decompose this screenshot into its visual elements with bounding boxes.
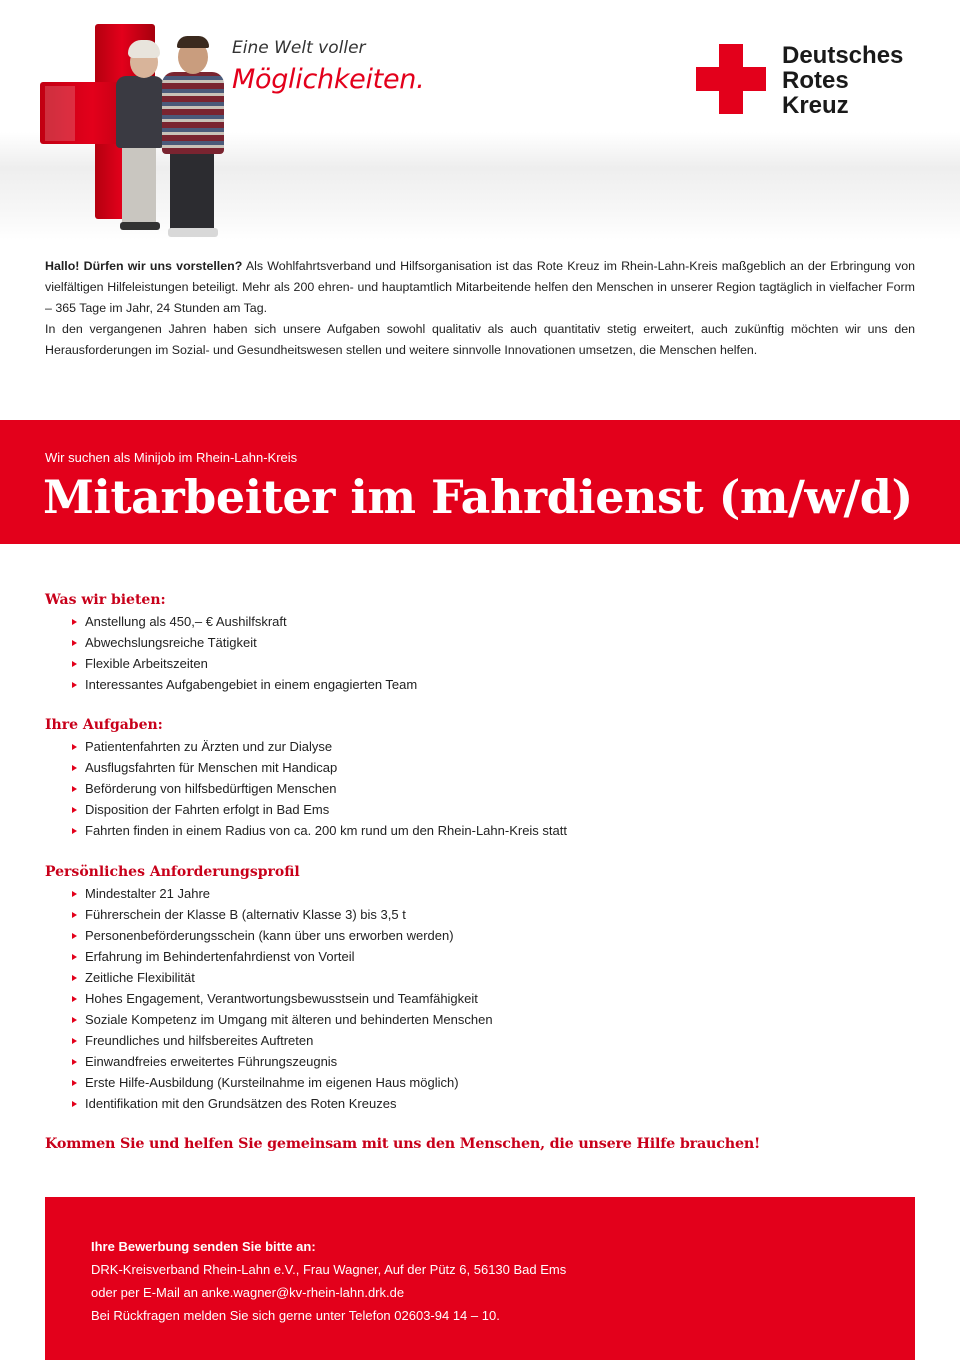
bullet-list xyxy=(45,736,915,841)
intro-paragraph-1 xyxy=(45,256,915,319)
person-woman-legs xyxy=(122,146,156,224)
list-item: Abwechslungsreiche Tätigkeit xyxy=(85,632,915,653)
list-item: Freundliches und hilfsbereites Auftreten xyxy=(85,1030,915,1051)
banner-pretitle: Wir suchen als Minijob im Rhein-Lahn-Kreis xyxy=(45,450,298,465)
list-item: Fahrten finden in einem Radius von ca. 200 km rund um den Rhein-Lahn-Kreis statt xyxy=(85,820,915,841)
person-woman-shoes xyxy=(120,222,160,230)
list-item: Ausflugsfahrten für Menschen mit Handicap xyxy=(85,757,915,778)
list-item: Führerschein der Klasse B (alternativ Klasse 3) bis 3,5 t xyxy=(85,904,915,925)
list-item: Patientenfahrten zu Ärzten und zur Dialyse xyxy=(85,736,915,757)
list-item: Erste Hilfe-Ausbildung (Kursteilnahme im eigenen Haus möglich) xyxy=(85,1072,915,1093)
list-item: Hohes Engagement, Verantwortungsbewusstsein und Teamfähigkeit xyxy=(85,988,915,1009)
red-cross-logo-icon xyxy=(696,44,766,114)
intro-text-1: Als Wohlfahrtsverband und Hilfsorganisation ist das Rote Kreuz im Rhein-Lahn-Kreis maßgeblich an der Erbringung von vielfältigen Hilfeleistungen beteiligt. Mehr als 200 ehren- und hauptamtlich Mitarbeitende helfen den Menschen in unserer Region tagtäglich in vielfacher Form – 365 Tage im Jahr, 24 Stunden am Tag. xyxy=(45,259,915,315)
contact-email[interactable]: oder per E-Mail an anke.wagner@kv-rhein-lahn.drk.de xyxy=(91,1285,405,1300)
hero-illustration xyxy=(40,24,240,244)
list-item: Soziale Kompetenz im Umgang mit älteren und behinderten Menschen xyxy=(85,1009,915,1030)
logo-wordmark xyxy=(782,43,903,118)
section-title: Ihre Aufgaben: xyxy=(45,717,163,733)
person-man-body xyxy=(162,72,224,154)
closing-statement: Kommen Sie und helfen Sie gemeinsam mit uns den Menschen, die unsere Hilfe brauchen! xyxy=(45,1136,761,1152)
bullet-list xyxy=(45,883,915,1114)
person-woman-body xyxy=(116,76,164,148)
contact-details xyxy=(91,1235,566,1327)
slogan-line-2: Möglichkeiten. xyxy=(232,64,425,95)
slogan-line-1: Eine Welt voller xyxy=(232,38,366,58)
list-item: Anstellung als 450,– € Aushilfskraft xyxy=(85,611,915,632)
intro-paragraph-2: In den vergangenen Jahren haben sich unsere Aufgaben sowohl qualitativ als auch quantitativ stetig erweitert, auch zukünftig möchten wir uns den Herausforderungen im Sozial- und Gesundheitswesen stellen und weitere sinnvolle Innovationen umsetzen, die Menschen helfen. xyxy=(45,322,915,357)
list-item: Erfahrung im Behindertenfahrdienst von Vorteil xyxy=(85,946,915,967)
person-man-shoes xyxy=(168,228,218,237)
section-title: Persönliches Anforderungsprofil xyxy=(45,864,300,880)
logo-line-3: Kreuz xyxy=(782,92,849,119)
list-item: Beförderung von hilfsbedürftigen Menschen xyxy=(85,778,915,799)
logo-cross-horizontal xyxy=(696,67,766,91)
logo-line-2: Rotes xyxy=(782,67,849,94)
contact-title: Ihre Bewerbung senden Sie bitte an: xyxy=(91,1239,316,1254)
intro-text xyxy=(45,256,915,361)
header xyxy=(0,0,960,240)
section-offer xyxy=(45,592,915,695)
job-title-banner xyxy=(0,420,960,544)
intro-lead: Hallo! Dürfen wir uns vorstellen? xyxy=(45,259,243,273)
contact-phone: Bei Rückfragen melden Sie sich gerne unter Telefon 02603-94 14 – 10. xyxy=(91,1308,500,1323)
red-cross-graphic-shade xyxy=(45,86,75,141)
person-man-hair xyxy=(177,36,209,48)
contact-address: DRK-Kreisverband Rhein-Lahn e.V., Frau Wagner, Auf der Pütz 6, 56130 Bad Ems xyxy=(91,1262,567,1277)
list-item: Einwandfreies erweitertes Führungszeugnis xyxy=(85,1051,915,1072)
list-item: Mindestalter 21 Jahre xyxy=(85,883,915,904)
list-item: Flexible Arbeitszeiten xyxy=(85,653,915,674)
section-requirements xyxy=(45,864,915,1114)
list-item: Zeitliche Flexibilität xyxy=(85,967,915,988)
contact-box xyxy=(45,1197,915,1360)
list-item: Interessantes Aufgabengebiet in einem engagierten Team xyxy=(85,674,915,695)
list-item: Personenbeförderungsschein (kann über uns erworben werden) xyxy=(85,925,915,946)
section-title: Was wir bieten: xyxy=(45,592,166,608)
person-woman-hair xyxy=(128,40,160,58)
list-item: Disposition der Fahrten erfolgt in Bad Ems xyxy=(85,799,915,820)
logo-line-1: Deutsches xyxy=(782,42,904,69)
list-item: Identifikation mit den Grundsätzen des Roten Kreuzes xyxy=(85,1093,915,1114)
person-man-legs xyxy=(170,152,214,230)
section-tasks xyxy=(45,717,915,841)
bullet-list xyxy=(45,611,915,695)
job-title: Mitarbeiter im Fahrdienst (m/w/d) xyxy=(43,470,913,524)
